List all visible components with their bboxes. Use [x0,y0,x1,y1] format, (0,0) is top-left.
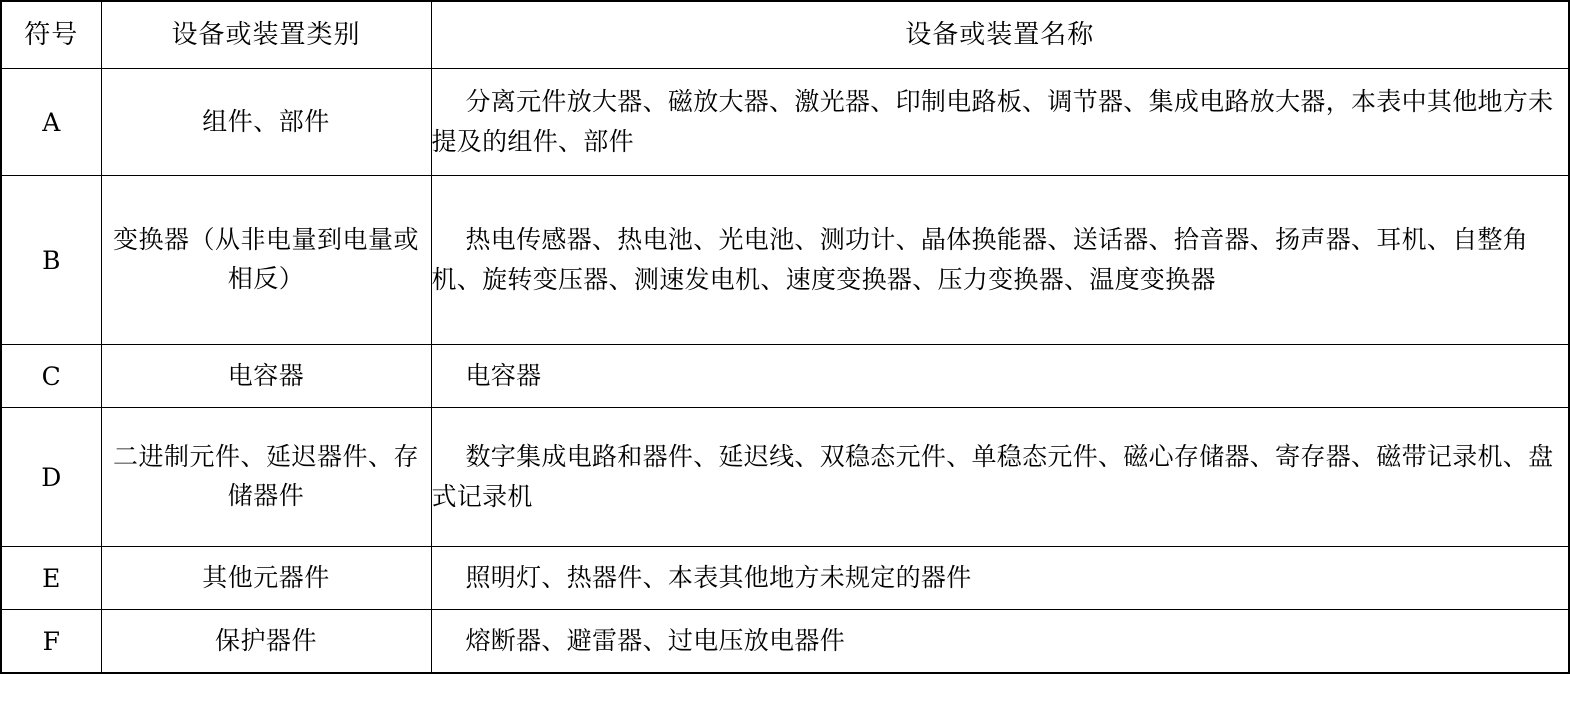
table-row [1,176,1569,345]
cell-category: 变换器（从非电量到电量或相反） [101,176,431,345]
cell-name: 数字集成电路和器件、延迟线、双稳态元件、单稳态元件、磁心存储器、寄存器、磁带记录机、盘式记录机 [431,408,1569,547]
cell-symbol: A [1,69,101,176]
column-header-category: 设备或装置类别 [101,1,431,69]
table-row [1,345,1569,408]
column-header-symbol: 符号 [1,1,101,69]
column-header-name: 设备或装置名称 [431,1,1569,69]
cell-category: 其他元器件 [101,547,431,610]
cell-symbol: F [1,610,101,674]
cell-symbol: D [1,408,101,547]
cell-symbol: E [1,547,101,610]
cell-name: 热电传感器、热电池、光电池、测功计、晶体换能器、送话器、拾音器、扬声器、耳机、自整角机、旋转变压器、测速发电机、速度变换器、压力变换器、温度变换器 [431,176,1569,345]
table-row [1,408,1569,547]
table-row [1,610,1569,674]
cell-category: 电容器 [101,345,431,408]
cell-name: 电容器 [431,345,1569,408]
cell-category: 二进制元件、延迟器件、存储器件 [101,408,431,547]
table-header-row [1,1,1569,69]
table-row [1,69,1569,176]
cell-category: 组件、部件 [101,69,431,176]
cell-name: 照明灯、热器件、本表其他地方未规定的器件 [431,547,1569,610]
cell-category: 保护器件 [101,610,431,674]
table-row [1,547,1569,610]
cell-symbol: C [1,345,101,408]
cell-symbol: B [1,176,101,345]
cell-name: 分离元件放大器、磁放大器、激光器、印制电路板、调节器、集成电路放大器，本表中其他地方未提及的组件、部件 [431,69,1569,176]
cell-name: 熔断器、避雷器、过电压放电器件 [431,610,1569,674]
